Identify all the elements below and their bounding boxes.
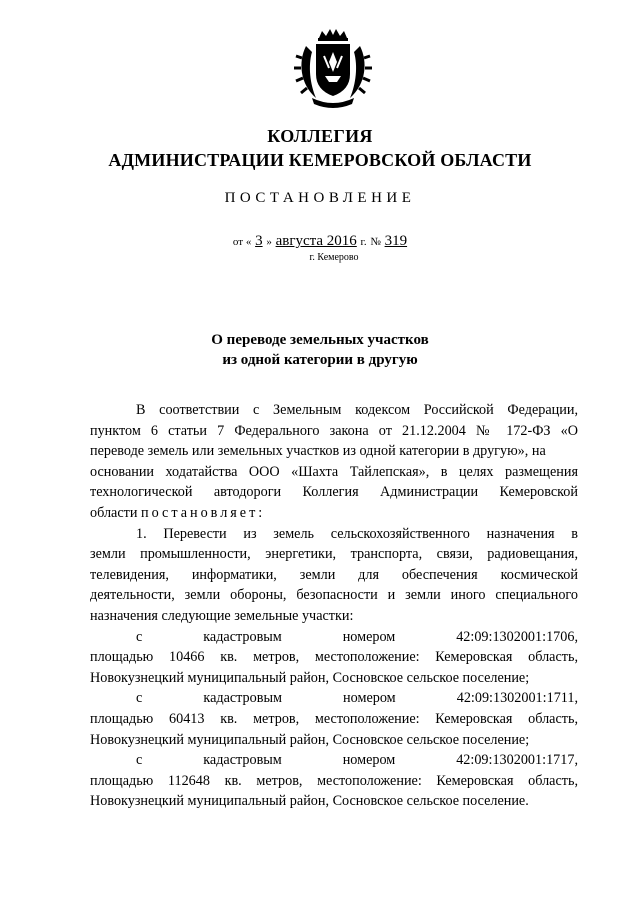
- body-line: назначения следующие земельные участки:: [90, 607, 354, 624]
- body-line: деятельности, земли обороны, безопасности и земли иного специального: [90, 587, 578, 604]
- document-number: 319: [384, 233, 408, 249]
- city-label: г. Кемерово: [309, 252, 359, 263]
- date-year-suffix: г.: [360, 236, 367, 248]
- body-line: В соответствии с Земельным кодексом Российской Федерации,: [136, 402, 578, 418]
- organization-name-line1: КОЛЛЕГИЯ: [267, 126, 373, 146]
- document-title-line1: О переводе земельных участков: [211, 332, 429, 348]
- plot-area-line: площадью 10466 кв. метров, местоположение: Кемеровская область,: [90, 649, 578, 666]
- body-line: [90, 503, 578, 524]
- plot-location-line: Новокузнецкий муниципальный район, Сосновское сельское поселение.: [90, 793, 529, 810]
- plot-location-line: Новокузнецкий муниципальный район, Сосновское сельское поселение;: [90, 731, 530, 748]
- date-month-year: августа 2016: [275, 233, 357, 249]
- body-line: переводе земель или земельных участков из одной категории в другую», на: [90, 443, 546, 460]
- date-day: 3: [255, 233, 263, 249]
- body-line: пунктом 6 статьи 7 Федерального закона от 21.12.2004 № 172-ФЗ «О: [90, 422, 578, 439]
- plot-cadastral-line: с кадастровым номером 42:09:1302001:1717,: [136, 752, 578, 769]
- document-type: ПОСТАНОВЛЕНИЕ: [224, 190, 416, 206]
- plot-location-line: Новокузнецкий муниципальный район, Сосновское сельское поселение;: [90, 669, 530, 686]
- date-prefix: от «: [232, 236, 252, 248]
- body-line: технологической автодороги Коллегия Администрации Кемеровской: [90, 484, 578, 501]
- organization-name-line2: АДМИНИСТРАЦИИ КЕМЕРОВСКОЙ ОБЛАСТИ: [108, 150, 532, 170]
- body-line: 1. Перевести из земель сельскохозяйственного назначения в: [136, 525, 578, 542]
- date-number-line: [0, 233, 640, 250]
- plot-cadastral-line: с кадастровым номером 42:09:1302001:1711,: [136, 690, 578, 707]
- document-title-line2: из одной категории в другую: [222, 352, 418, 368]
- body-line: основании ходатайства ООО «Шахта Тайлепская», в целях размещения: [90, 463, 578, 480]
- resolves-word: постановляет:: [140, 504, 266, 521]
- document-body: [90, 400, 578, 812]
- body-line: земли промышленности, энергетики, транспорта, связи, радиовещания,: [90, 546, 578, 563]
- body-line: телевидения, информатики, земли для обеспечения космической: [90, 566, 578, 583]
- number-sign: №: [370, 236, 381, 248]
- body-word: области: [90, 504, 138, 521]
- plot-cadastral-line: с кадастровым номером 42:09:1302001:1706,: [136, 628, 578, 645]
- plot-area-line: площадью 112648 кв. метров, местоположение: Кемеровская область,: [90, 772, 578, 789]
- plot-area-line: площадью 60413 кв. метров, местоположение: Кемеровская область,: [90, 710, 578, 727]
- kemerovo-coat-of-arms-icon: [292, 28, 374, 110]
- date-quote-close: »: [266, 236, 272, 248]
